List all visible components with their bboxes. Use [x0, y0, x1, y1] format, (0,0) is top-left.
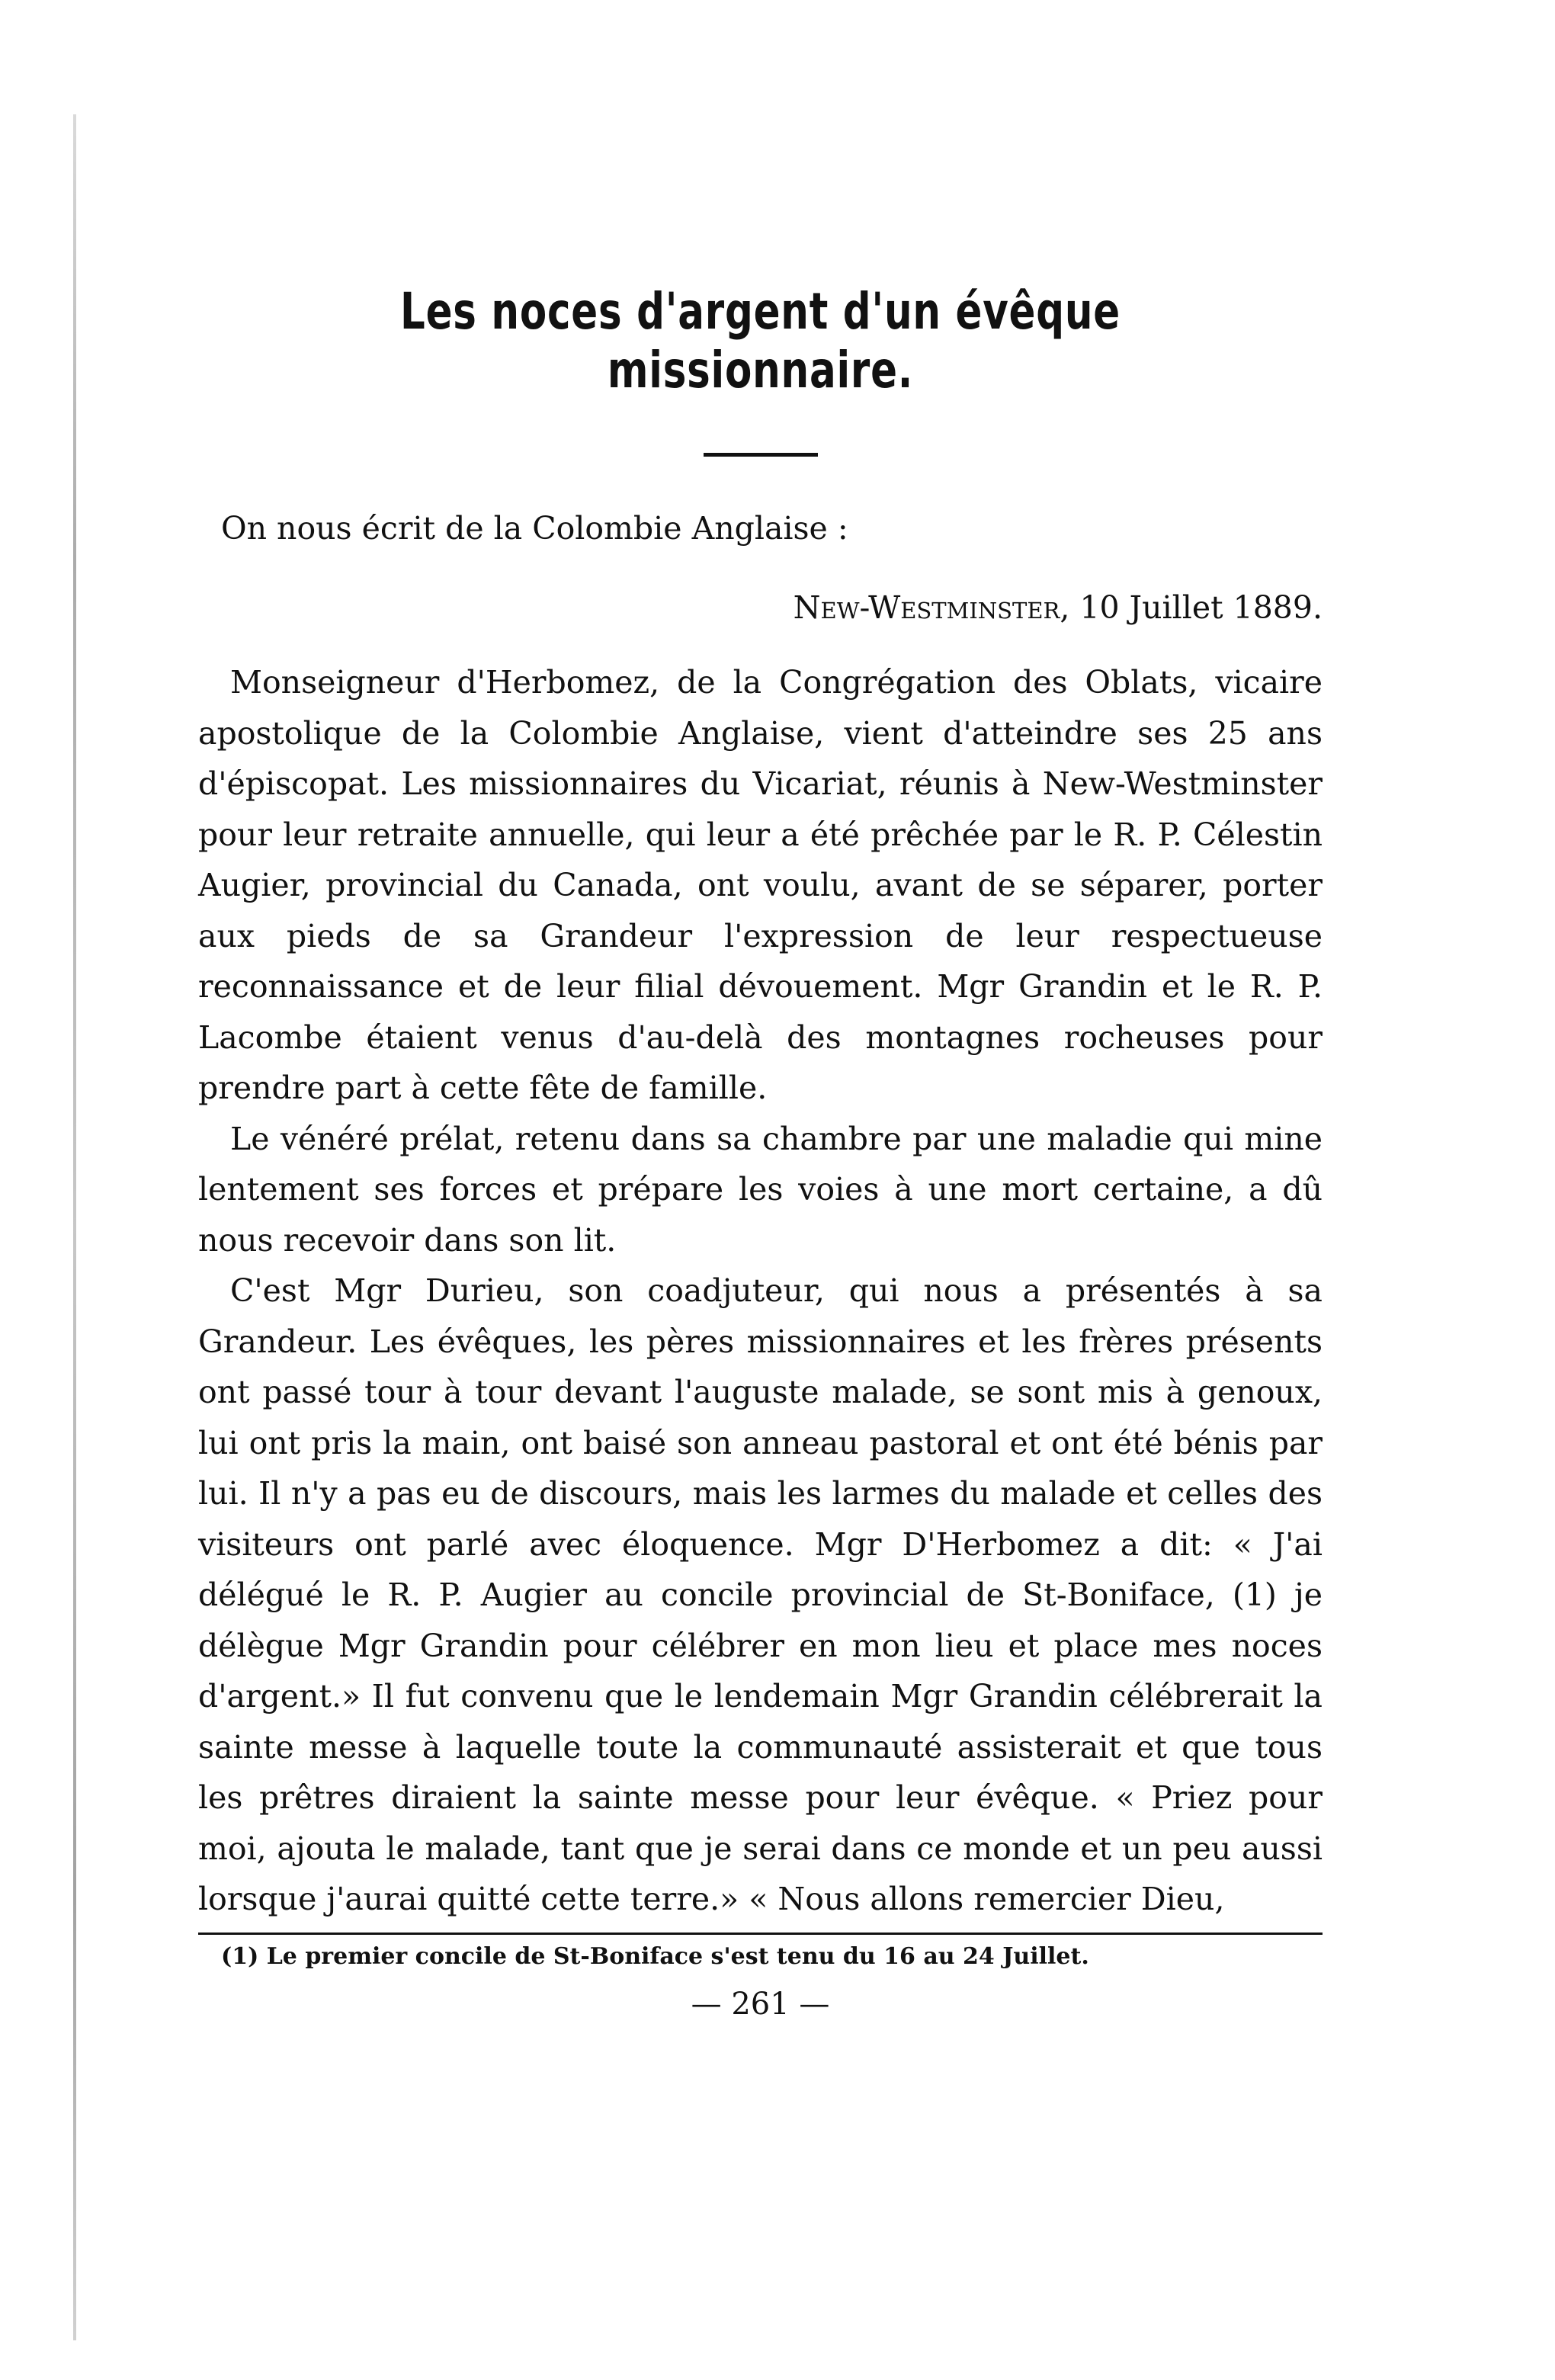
paragraph-2: Le vénéré prélat, retenu dans sa chambre par une maladie qui mine lentement ses forces et prépare les voies à une mort certaine, a dû nous recevoir dans son lit.: [198, 1120, 1323, 1259]
paragraph-1: Monseigneur d'Herbomez, de la Congrégation des Oblats, vicaire apostolique de la Colombie Anglaise, vient d'atteindre ses 25 ans d'épiscopat. Les missionnaires du Vicariat, réunis à New-Westminster pour leur retraite annuelle, qui leur a été prêchée par le R. P. Célestin Augier, provincial du Canada, ont voulu, avant de se séparer, porter aux pieds de sa Grandeur l'expression de leur respectueuse reconnaissance et de leur filial dévouement. Mgr Grandin et le R. P. Lacombe étaient venus d'au-delà des montagnes rocheuses pour prendre part à cette fête de famille.: [198, 664, 1323, 1107]
dateline-date: , 10 Juillet 1889.: [1060, 589, 1323, 627]
page-edge-shadow: [73, 114, 76, 2340]
dateline: [198, 589, 1323, 627]
page-number: — 261 —: [691, 1986, 830, 2022]
dateline-place: New-Westminster: [793, 589, 1060, 627]
paragraph-3: C'est Mgr Durieu, son coadjuteur, qui nous a présentés à sa Grandeur. Les évêques, les pères missionnaires et les frères présents ont passé tour à tour devant l'auguste malade, se sont mis à genoux, lui ont pris la main, ont baisé son anneau pastoral et ont été bénis par lui. Il n'y a pas eu de discours, mais les larmes du malade et celles des visiteurs ont parlé avec éloquence. Mgr D'Herbomez a dit: « J'ai délégué le R. P. Augier au concile provincial de St-Boniface, (1) je délègue Mgr Grandin pour célébrer en mon lieu et place mes noces d'argent.» Il fut convenu que le lendemain Mgr Grandin célébrerait la sainte messe à laquelle toute la communauté assisterait et que tous les prêtres diraient la sainte messe pour leur évêque. « Priez pour moi, ajouta le malade, tant que je serai dans ce monde et un peu aussi lorsque j'aurai quitté cette terre.» « Nous allons remercier Dieu,: [198, 1272, 1323, 1918]
footnote-divider: [198, 1933, 1323, 1935]
document-page: [198, 282, 1323, 2022]
intro-line: On nous écrit de la Colombie Anglaise :: [221, 510, 848, 547]
article-title: Les noces d'argent d'un évêque missionnaire.: [399, 282, 1121, 399]
footnote: (1) Le premier concile de St-Boniface s'est tenu du 16 au 24 Juillet.: [221, 1942, 1089, 1970]
title-divider: [704, 453, 818, 457]
